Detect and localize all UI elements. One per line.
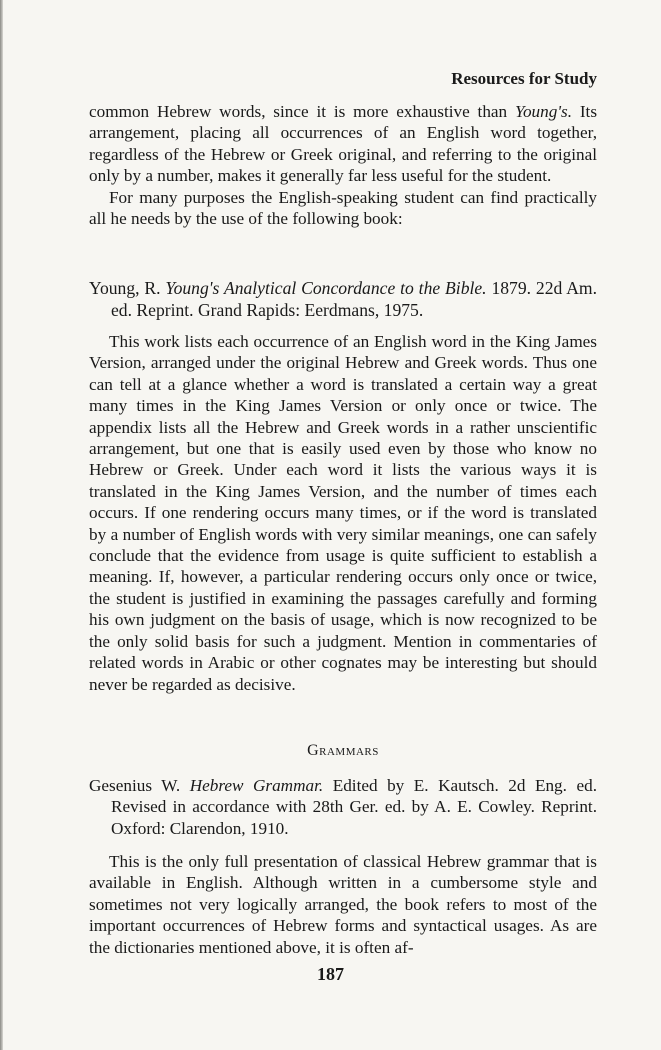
page-edge [0, 0, 3, 1050]
paragraph-2: For many purposes the English-speaking student can find practically all he needs by the use of the following book: [89, 187, 597, 229]
entry-author: Gesenius W. [89, 776, 190, 795]
bibliography-entry-gesenius [89, 775, 597, 839]
entry-author: Young, R. [89, 278, 166, 298]
paragraph-3: This work lists each occurrence of an English word in the King James Version, arranged under the original Hebrew and Greek words. Thus one can tell at a glance whether a word is translated a certain way a great many times in the King James Version or only once or twice. The appendix lists all the Hebrew and Greek words in a rather unscientific arrangement, but one that is easily used even by those who know no Hebrew or Greek. Under each word it lists the various ways it is translated in the King James Version, and the number of times each occurs. If one rendering occurs many times, or if the word is translated by a number of English words with very similar meanings, one can safely conclude that the evidence from usage is quite sufficient to establish a meaning. If, however, a particular rendering occurs only once or twice, the student is justified in examining the passages carefully and forming his own judgment on the basis of usage, which is now recognized to be the only solid basis for such a judgment. Mention in commentaries of related words in Arabic or other cognates may be interesting but should never be regarded as decisive. [89, 332, 597, 694]
italic-title: Young's. [514, 102, 572, 121]
paragraph-1: common Hebrew words, since it is more exhaustive than Young's. Its arrangement, placing all occurrences of an English word together, regardless of the Hebrew or Greek original, and referring to the original only by a number, makes it generally far less useful for the student. [89, 102, 598, 186]
bibliography-entry-young [89, 277, 597, 321]
entry-title: Young's Analytical Concordance to the Bible. [165, 278, 487, 298]
entry-details: 1879. 22d Am. ed. Reprint. Grand Rapids: Eerdmans, 1975. [111, 278, 598, 320]
paragraph-continuation [89, 101, 597, 229]
paragraph-4: This is the only full presentation of classical Hebrew grammar that is available in English. Although written in a cumbersome style and sometimes not very logically arranged, the book refers to most of the important occurrences of Hebrew forms and syntactical usages. As are the dictionaries mentioned above, it is often af- [89, 852, 597, 957]
section-heading: Grammars [307, 742, 379, 759]
entry-details: Edited by E. Kautsch. 2d Eng. ed. Revised in accordance with 28th Ger. ed. by A. E. Cowley. Reprint. Oxford: Clarendon, 1910. [111, 776, 597, 838]
paragraph-3-block [89, 331, 597, 695]
page-number: 187 [317, 964, 344, 984]
paragraph-4-block [89, 851, 597, 958]
running-head: Resources for Study [451, 69, 597, 88]
entry-title: Hebrew Grammar. [189, 776, 324, 795]
